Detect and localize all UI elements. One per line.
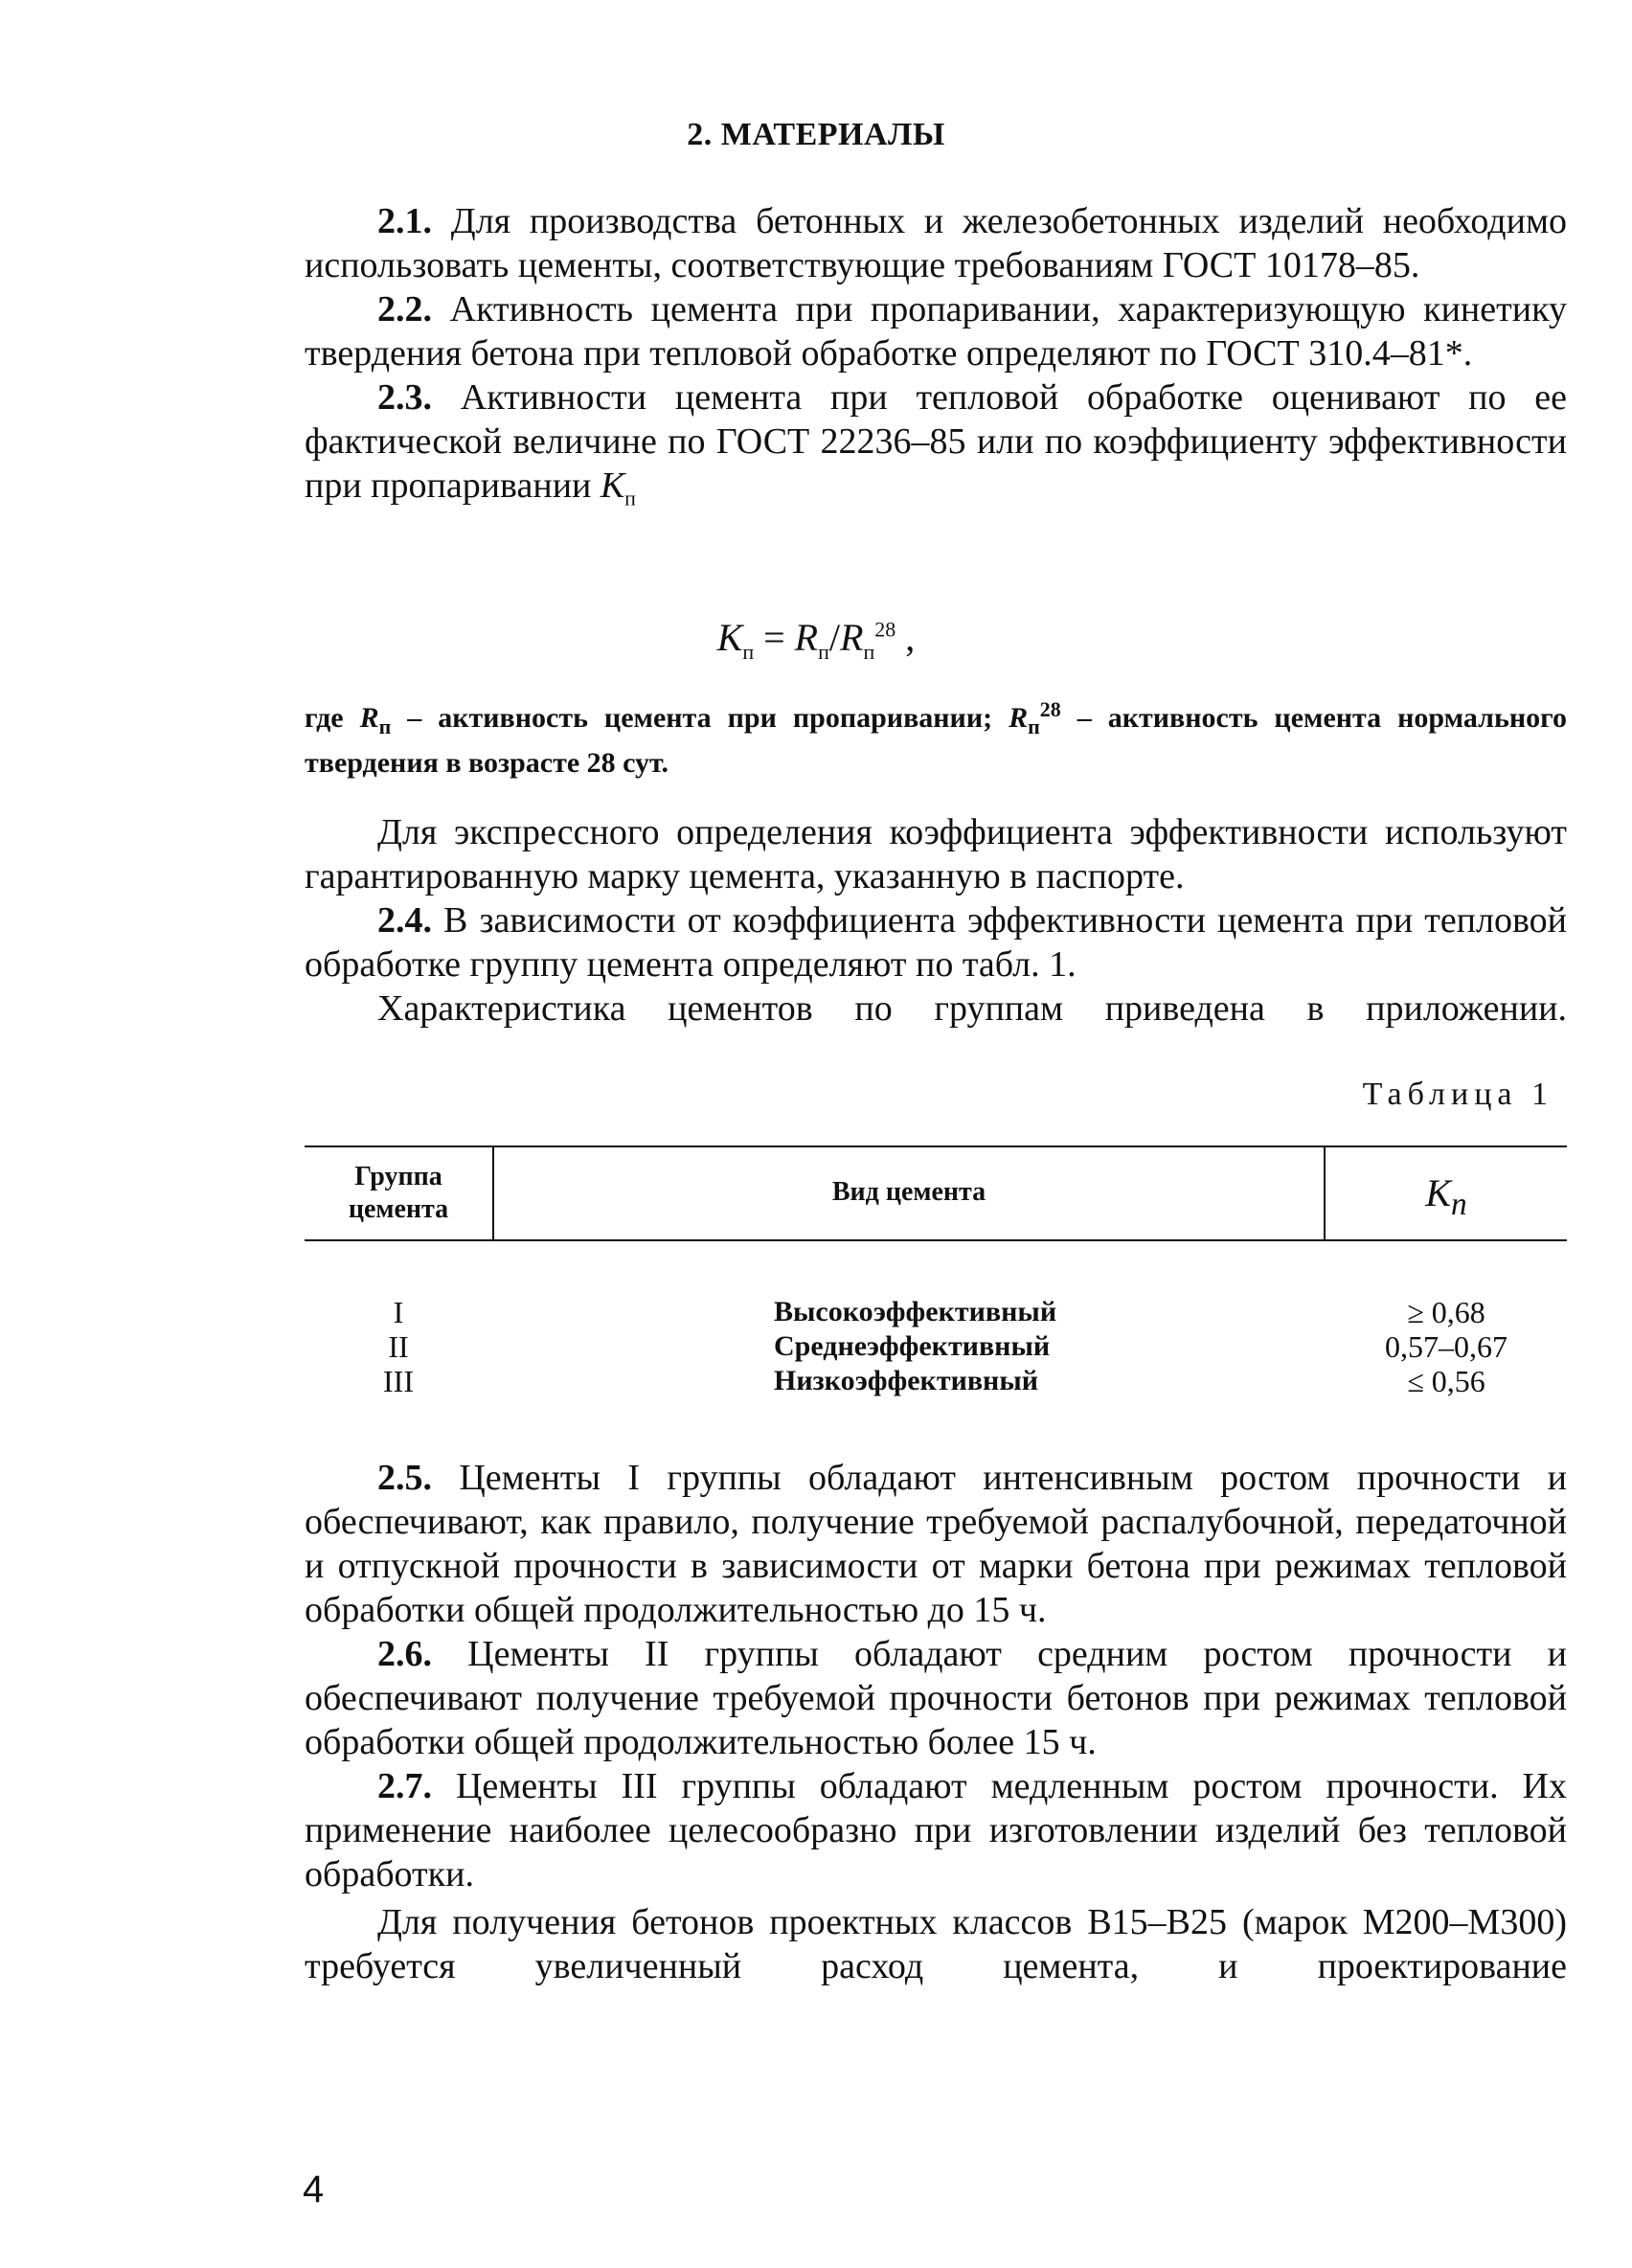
paragraph-text: Цементы III группы обладают медленным ростом прочности. Их применение наиболее целесообразно при изготовлении изделий без тепловой обработки. xyxy=(305,1766,1567,1894)
note-r2-sub: п xyxy=(1028,714,1040,738)
formula-r2-sup: 28 xyxy=(874,617,896,642)
table-header-type: Вид цемента xyxy=(831,1177,986,1207)
table-title: Таблица 1 xyxy=(1362,1077,1553,1112)
formula-r-sub: п xyxy=(818,640,829,664)
header-k-symbol: К xyxy=(1425,1171,1451,1214)
cell-group: III xyxy=(383,1364,414,1398)
cell-group: I xyxy=(393,1295,404,1329)
paragraph-text: Цементы II группы обладают средним ростом прочности и обеспечивают получение требуемой прочности бетонов при режимах тепловой обработки общей продолжительностью более 15 ч. xyxy=(305,1634,1567,1762)
section-heading: 2. МАТЕРИАЛЫ xyxy=(687,117,945,152)
paragraph-2-5 xyxy=(305,1456,1567,1632)
cell-type: Низкоэффективный xyxy=(774,1365,1039,1396)
note-r-sub: п xyxy=(378,714,392,738)
page-number: 4 xyxy=(303,2168,325,2211)
paragraphs-2-1-to-2-3 xyxy=(305,199,1567,521)
paragraph-express: Для экспрессного определения коэффициента эффективности используют гарантированную марку цемента, указанную в паспорте. xyxy=(305,812,1567,896)
paragraph-text: Для производства бетонных и железобетонных изделий необходимо использовать цементы, соответствующие требованиям ГОСТ 10178–85. xyxy=(305,201,1567,285)
header-group-line1: Группа xyxy=(354,1162,442,1191)
formula-k: К xyxy=(716,616,743,659)
paragraph-text: Активности цемента при тепловой обработке оценивают по ее фактической величине по ГОСТ 22236–85 или по коэффициенту эффективности при пропаривании xyxy=(305,377,1567,506)
formula-equals: = xyxy=(754,616,795,659)
cell-group: II xyxy=(388,1329,409,1364)
cell-type: Высокоэффективный xyxy=(774,1296,1057,1327)
note-mid: – активность цемента при пропаривании; xyxy=(391,702,1009,734)
note-r2: R xyxy=(1009,702,1029,734)
cell-k: 0,57–0,67 xyxy=(1385,1329,1507,1364)
paragraph-classes: Для получения бетонов проектных классов В15–В25 (марок М200–М300) требуется увеличенный расход цемента, и проектирование xyxy=(305,1902,1567,1986)
paragraph-2-1 xyxy=(305,199,1567,287)
paragraph-text: В зависимости от коэффициента эффективности цемента при тепловой обработке группу цемента определяют по табл. 1. xyxy=(305,900,1567,985)
formula-r2-sub: п xyxy=(863,640,875,664)
paragraph-number: 2.3. xyxy=(377,377,432,418)
note-r2-sup: 28 xyxy=(1039,697,1061,721)
paragraph-characteristics: Характеристика цементов по группам приведена в приложении. xyxy=(377,988,1567,1029)
table-header-k xyxy=(1326,1170,1567,1223)
cell-k: ≥ 0,68 xyxy=(1407,1295,1485,1329)
paragraph-2-6 xyxy=(305,1632,1567,1764)
paragraphs-express-to-characteristics xyxy=(305,810,1567,1031)
header-group-line2: цемента xyxy=(348,1194,449,1224)
paragraph-number: 2.1. xyxy=(377,201,432,241)
paragraph-2-4 xyxy=(305,898,1567,987)
paragraph-number: 2.7. xyxy=(377,1766,432,1806)
paragraph-2-2 xyxy=(305,287,1567,375)
paragraph-number: 2.2. xyxy=(377,289,432,329)
cell-type: Среднеэффективный xyxy=(774,1330,1051,1362)
formula-r: R xyxy=(794,616,819,659)
formula-r2: R xyxy=(840,616,864,659)
note-lead: где xyxy=(305,702,360,734)
formula-slash: / xyxy=(828,616,841,659)
formula-tail: , xyxy=(895,616,916,659)
note-r: R xyxy=(359,702,379,734)
paragraph-text: Цементы I группы обладают интенсивным ростом прочности и обеспечивают, как правило, получение требуемой распалубочной, передаточной и отпускной прочности в зависимости от марки бетона при режимах тепловой обработки общей продолжительностью до 15 ч. xyxy=(305,1458,1567,1630)
note-tail: – активность цемента нормального твердения в возрасте 28 сут. xyxy=(305,702,1567,779)
table-header-group xyxy=(305,1161,492,1226)
formula-k-sub: п xyxy=(742,640,755,664)
paragraph-number: 2.5. xyxy=(377,1458,432,1498)
paragraph-2-7 xyxy=(305,1764,1567,1896)
paragraphs-2-5-to-end xyxy=(305,1456,1567,1988)
paragraph-text: Активность цемента при пропаривании, характеризующую кинетику твердения бетона при тепловой обработке определяют по ГОСТ 310.4–81*. xyxy=(305,289,1567,374)
paragraph-2-3 xyxy=(305,375,1567,521)
k-symbol: К xyxy=(600,465,625,506)
formula-kp xyxy=(0,615,1632,665)
formula-note xyxy=(305,692,1567,782)
table-header-rule xyxy=(305,1239,1567,1241)
paragraph-number: 2.6. xyxy=(377,1634,432,1674)
cell-k: ≤ 0,56 xyxy=(1407,1364,1485,1398)
paragraph-number: 2.4. xyxy=(377,900,432,941)
k-subscript: п xyxy=(624,486,636,510)
header-k-sub: п xyxy=(1450,1187,1467,1222)
